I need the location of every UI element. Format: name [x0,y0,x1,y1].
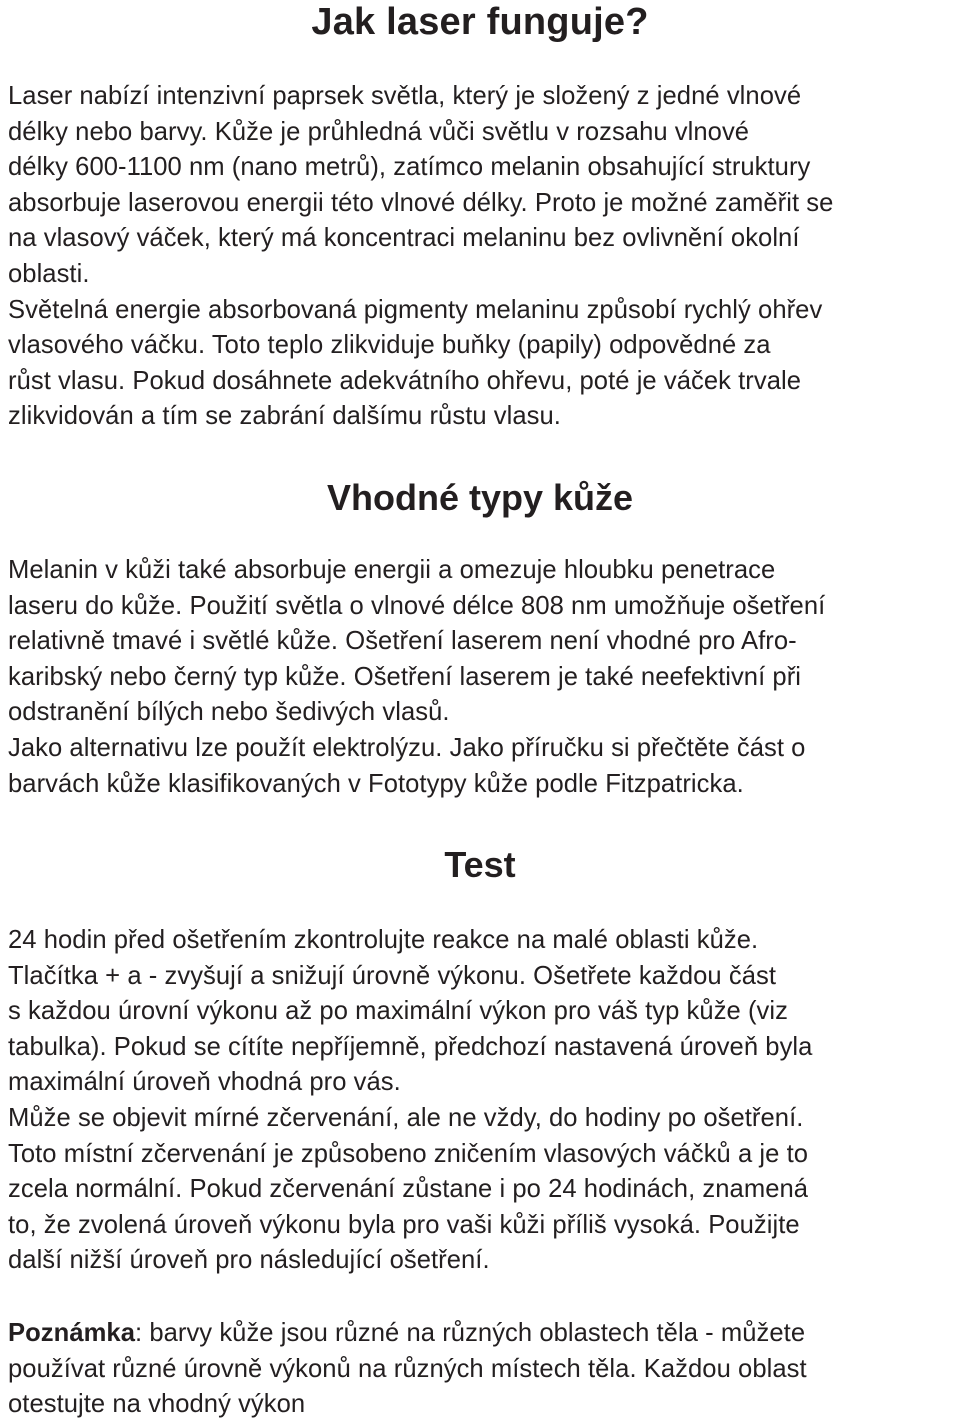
text-line: délky nebo barvy. Kůže je průhledná vůči světlu v rozsahu vlnové [8,117,750,146]
note-paragraph [8,1316,958,1423]
text-line: laseru do kůže. Použití světla o vlnové délce 808 nm umožňuje ošetření [8,591,826,620]
text-line: růst vlasu. Pokud dosáhnete adekvátního ohřevu, poté je váček trvale [8,366,802,395]
paragraph-test [8,923,958,1279]
section-heading-skin-types: Vhodné typy kůže [326,477,634,518]
text-line: relativně tmavé i světlé kůže. Ošetření laserem není vhodné pro Afro- [8,627,797,656]
paragraph-how-laser-works [8,79,958,435]
text-line: Světelná energie absorbovaná pigmenty melaninu způsobí rychlý ohřev [8,295,823,324]
page-title: Jak laser funguje? [311,1,649,43]
text-line: absorbuje laserovou energii této vlnové délky. Proto je možné zaměřit se [8,188,834,217]
text-line: tabulka). Pokud se cítíte nepříjemně, předchozí nastavená úroveň byla [8,1032,813,1061]
note-text: : barvy kůže jsou různé na různých oblastech těla - můžete [135,1319,806,1347]
text-line: vlasového váčku. Toto teplo zlikviduje buňky (papily) odpovědné za [8,331,771,360]
text-line: odstranění bílých nebo šedivých vlasů. [8,698,450,727]
text-line: na vlasový váček, který má koncentraci melaninu bez ovlivnění okolní [8,224,800,253]
text-line: karibský nebo černý typ kůže. Ošetření laserem je také neefektivní při [8,662,802,691]
text-line: barvách kůže klasifikovaných v Fototypy kůže podle Fitzpatricka. [8,769,744,798]
text-line: další nižší úroveň pro následující ošetření. [8,1246,490,1275]
text-line: zlikvidován a tím se zabrání dalšímu růstu vlasu. [8,402,561,431]
text-line: Toto místní zčervenání je způsobeno zničením vlasových váčků a je to [8,1139,809,1168]
note-label: Poznámka [8,1319,135,1347]
text-line: otestujte na vhodný výkon [8,1390,306,1419]
note-first-line [8,1316,958,1352]
text-line: Laser nabízí intenzivní paprsek světla, který je složený z jedné vlnové [8,82,802,110]
text-line: používat různé úrovně výkonů na různých místech těla. Každou oblast [8,1354,807,1383]
paragraph-skin-types [8,553,958,802]
text-line: maximální úroveň vhodná pro vás. [8,1068,401,1097]
section-heading-test: Test [444,844,516,885]
text-line: to, že zvolená úroveň výkonu byla pro vaši kůži příliš vysoká. Použijte [8,1210,800,1239]
text-line: s každou úrovní výkonu až po maximální výkon pro váš typ kůže (viz [8,997,788,1026]
text-line: délky 600-1100 nm (nano metrů), zatímco melanin obsahující struktury [8,153,811,182]
text-line: Jako alternativu lze použít elektrolýzu. Jako příručku si přečtěte část o [8,733,806,762]
text-line: Může se objevit mírné zčervenání, ale ne vždy, do hodiny po ošetření. [8,1103,804,1132]
text-line: Tlačítka + a - zvyšují a snižují úrovně výkonu. Ošetřete každou část [8,961,776,990]
text-line: Melanin v kůži také absorbuje energii a omezuje hloubku penetrace [8,556,776,584]
text-line: zcela normální. Pokud zčervenání zůstane i po 24 hodinách, znamená [8,1175,809,1204]
text-line: 24 hodin před ošetřením zkontrolujte reakce na malé oblasti kůže. [8,926,759,954]
text-line: oblasti. [8,259,90,288]
